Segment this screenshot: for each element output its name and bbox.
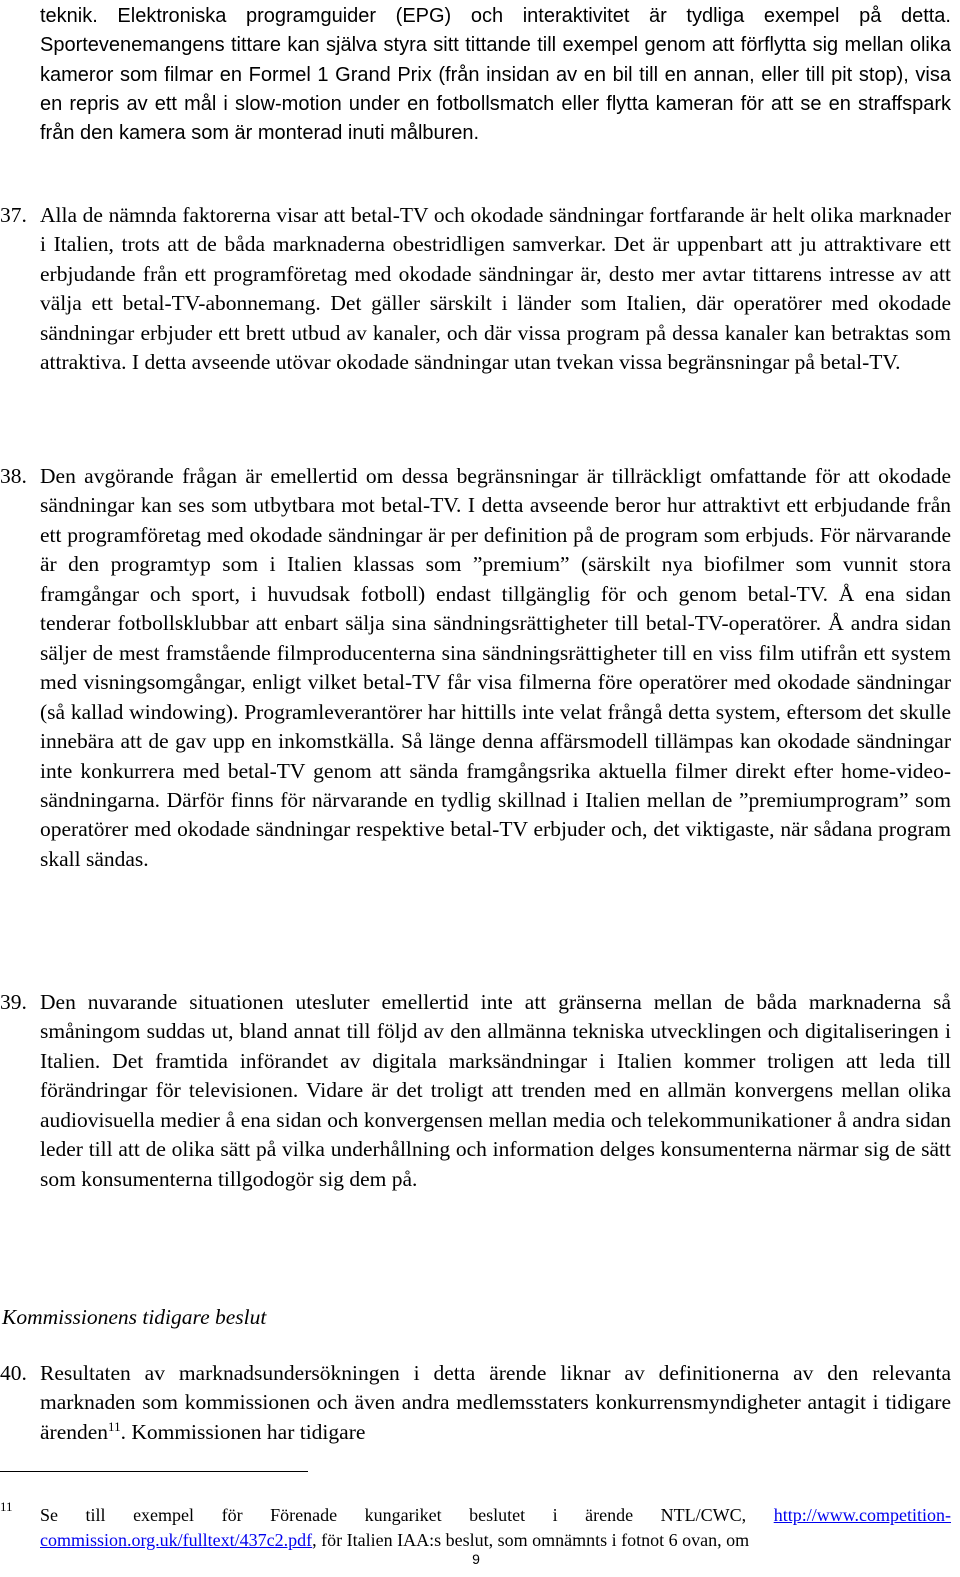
paragraph-text: Den nuvarande situationen utesluter emellertid inte att gränserna mellan de båda marknaderna så småningom suddas ut, bland annat till följd av den allmänna tekniska utvecklingen och digitaliseringen i Italien. Det framtida införandet av digitala marksändningar i Italien kommer troligen att leda till förändringar för televisionen. Vidare är det troligt att trenden med en allmän konvergens mellan olika audiovisuella medier å ena sidan och konvergensen mellan media och telekommunikationer å andra sidan leder till att de olika sätt på vilka underhållning och information delges konsumenterna närmar sig de sätt som konsumenterna tillgodogör sig dem på. bbox=[40, 990, 951, 1191]
paragraph-number: 40. bbox=[0, 1361, 27, 1385]
paragraph-40 bbox=[0, 1359, 951, 1447]
paragraph-38 bbox=[0, 462, 951, 874]
paragraph-text: Alla de nämnda faktorerna visar att betal-TV och okodade sändningar fortfarande är helt olika marknader i Italien, trots att de båda marknaderna obestridligen samverkar. Det är uppenbart att ju attraktivare ett erbjudande från ett programföretag med okodade sändningar är, desto mer avtar tittarens intresse av att välja ett betal-TV-abonnemang. Det gäller särskilt i länder som Italien, där operatörer med okodade sändningar erbjuder ett brett utbud av kanaler, och där vissa program på dessa kanaler kan betraktas som attraktiva. I detta avseende utövar okodade sändningar utan tvekan vissa begränsningar på betal-TV. bbox=[40, 203, 951, 375]
paragraph-number: 39. bbox=[0, 990, 27, 1014]
footnote-text: Se till exempel för Förenade kungariket beslutet i ärende NTL/CWC, bbox=[40, 1505, 774, 1525]
paragraph-37 bbox=[0, 201, 951, 378]
paragraph-text-continued: . Kommissionen har tidigare bbox=[120, 1419, 366, 1444]
paragraph-number: 38. bbox=[0, 464, 27, 488]
footnote-reference[interactable]: 11 bbox=[108, 1418, 121, 1434]
footnote-separator bbox=[0, 1471, 308, 1472]
paragraph-number: 37. bbox=[0, 203, 27, 227]
section-heading: Kommissionens tidigare beslut bbox=[2, 1305, 267, 1329]
footnote-mark: 11 bbox=[0, 1499, 13, 1514]
footnote-11 bbox=[0, 1499, 951, 1553]
paragraph-39 bbox=[0, 988, 951, 1194]
paragraph-text: Resultaten av marknadsundersökningen i detta ärende liknar av definitionerna av den relevanta marknaden som kommissionen och även andra medlemsstaters konkurrensmyndigheter antagit i tidigare ärenden bbox=[40, 1361, 951, 1444]
intro-paragraph: teknik. Elektroniska programguider (EPG) och interaktivitet är tydliga exempel på detta. Sportevenemangens tittare kan själva styra sitt tittande till exempel genom att förflytta sig mellan olika kameror som filmar en Formel 1 Grand Prix (från insidan av en bil till en annan, eller till pit stop), visa en repris av ett mål i slow-motion under en fotbollsmatch eller flytta kameran för att se en straffspark från den kamera som är monterad inuti målburen. bbox=[40, 5, 951, 145]
footnote-link[interactable]: http://www.competition-commission.org.uk/fulltext/437c2.pdf bbox=[40, 1505, 951, 1550]
page-number: 9 bbox=[472, 1551, 480, 1567]
footnote-text-continued: , för Italien IAA:s beslut, som omnämnts i fotnot 6 ovan, om bbox=[312, 1530, 750, 1550]
paragraph-text: Den avgörande frågan är emellertid om dessa begränsningar är tillräckligt omfattande för att okodade sändningar kan ses som utbytbara mot betal-TV. I detta avseende beror hur attraktivt ett erbjudande från ett programföretag med okodade sändningar är per definition på de program som erbjuds. För närvarande är den programtyp som i Italien klassas som ”premium” (särskilt nya biofilmer som vunnit stora framgångar och sport, i huvudsak fotboll) endast tillgänglig för och genom betal-TV. Å ena sidan tenderar fotbollsklubbar att enbart sälja sina sändningsrättigheter till betal-TV-operatörer. Å andra sidan säljer de mest framstående filmproducenterna sina sändningsrättigheter till en viss film utifrån ett system med visningsomgångar, enligt vilket betal-TV får visa filmerna före operatörer med okodade sändningar (så kallad windowing). Programleverantörer har hittills inte velat frångå detta system, eftersom det skulle innebära att de gav upp en inkomstkälla. Så länge denna affärsmodell tillämpas kan okodade sändningar inte konkurrera med betal-TV genom att sända framgångsrika aktuella filmer direkt efter home-video-sändningarna. Därför finns för närvarande en tydlig skillnad i Italien mellan de ”premiumprogram” som operatörer med okodade sändningar respektive betal-TV erbjuder och, det viktigaste, när sådana program skall sändas. bbox=[40, 464, 951, 871]
